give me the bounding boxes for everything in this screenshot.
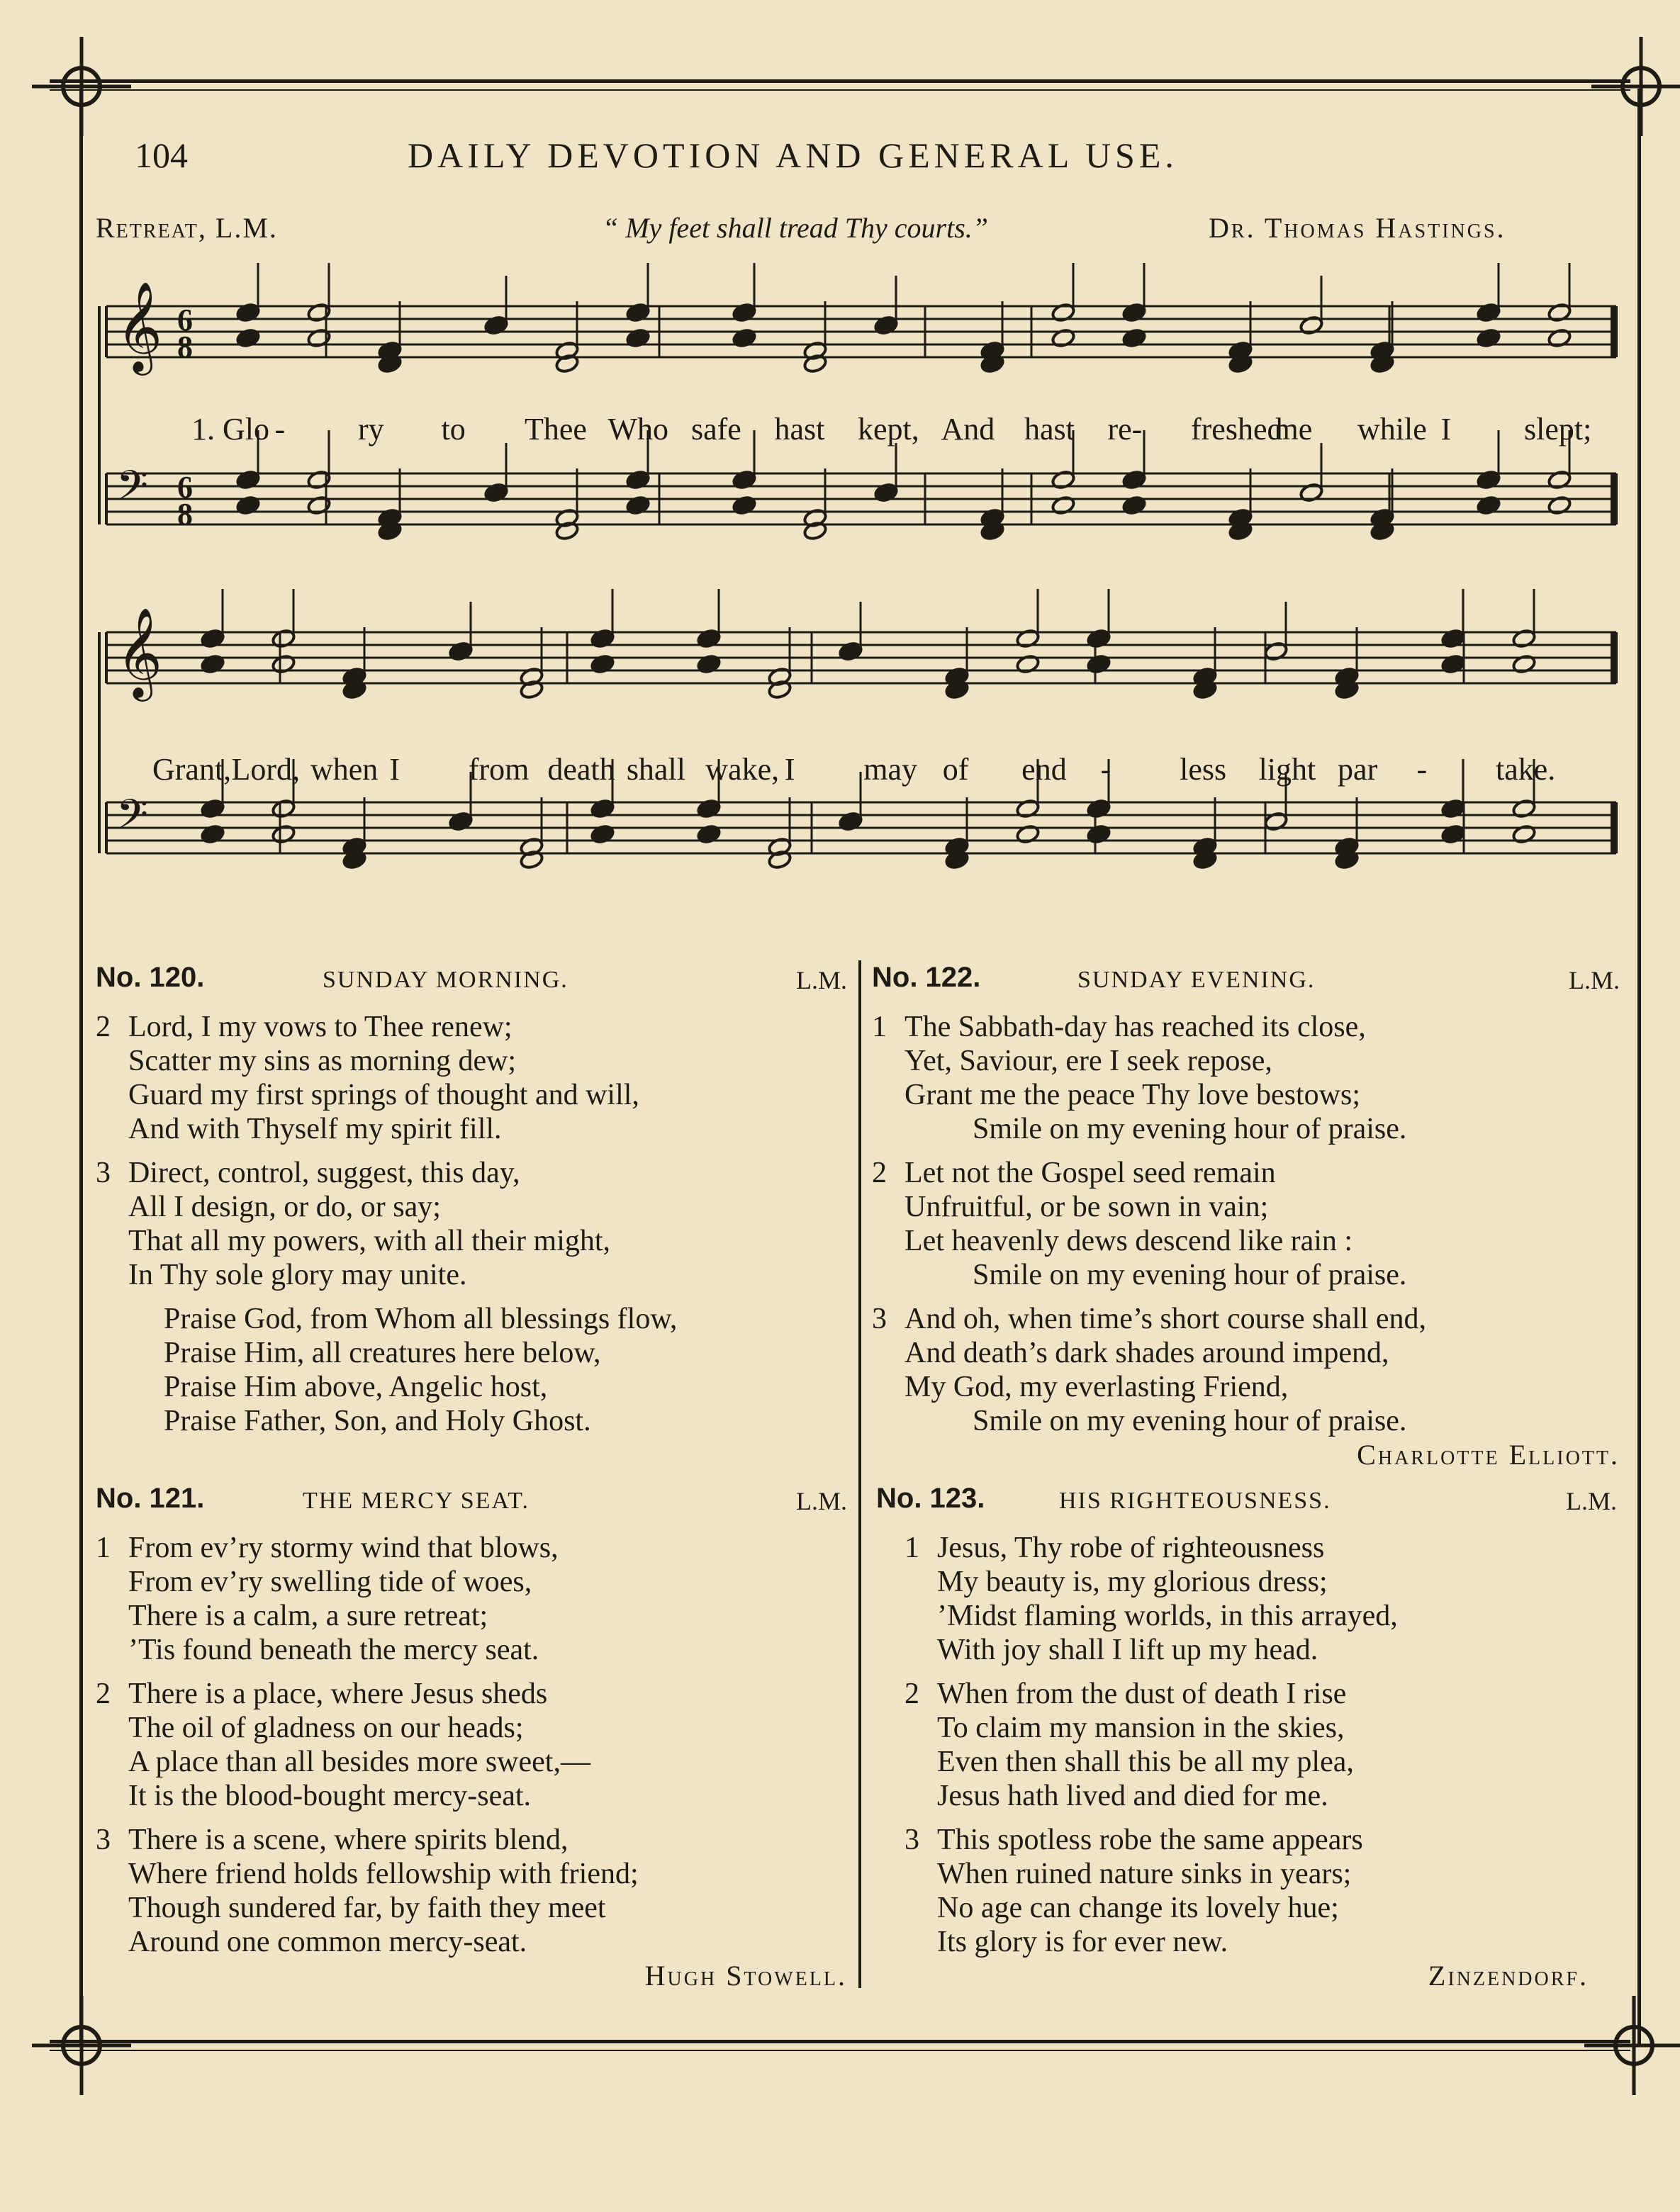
hymn-header: [96, 960, 847, 1000]
verse-line: This spotless robe the same appears: [937, 1824, 1363, 1856]
doxology-line: Praise Him above, Angelic host,: [164, 1371, 548, 1403]
tune-composer: Dr. Thomas Hastings.: [1209, 212, 1506, 244]
verse: [876, 1531, 1617, 1667]
verse-number: 3: [872, 1303, 887, 1335]
hymn-header: [872, 960, 1620, 1000]
verse-line: Jesus hath lived and died for me.: [937, 1780, 1328, 1812]
lyric-syllable: while: [1357, 412, 1427, 447]
lyric-syllable: me: [1274, 412, 1313, 447]
hymn-120: [96, 960, 847, 1438]
lyric-syllable: freshed: [1191, 412, 1283, 447]
lyric-syllable: -: [274, 412, 286, 447]
verse-line: Its glory is for ever new.: [937, 1926, 1228, 1958]
music-score: [0, 262, 1680, 936]
lyric-syllable: slept;: [1524, 412, 1592, 447]
lyric-syllable: from: [468, 752, 530, 787]
lyric-syllable: shall: [626, 752, 685, 787]
hymn-author: Charlotte Elliott.: [1357, 1439, 1620, 1471]
treble-clef-icon: 𝄞: [116, 281, 163, 371]
lyric-syllable: end: [1021, 752, 1067, 787]
verse-line: All I design, or do, or say;: [128, 1191, 441, 1223]
doxology-line: Praise God, from Whom all blessings flow,: [164, 1303, 678, 1335]
verse-line: Grant me the peace Thy love bestows;: [905, 1079, 1361, 1111]
column-divider: [858, 960, 861, 1988]
frame-top-rule-thin: [50, 89, 1630, 91]
refrain-line: Smile on my evening hour of praise.: [973, 1113, 1407, 1145]
verse-line: ’Midst flaming worlds, in this arrayed,: [937, 1600, 1398, 1632]
doxology-line: Praise Father, Son, and Holy Ghost.: [164, 1405, 591, 1437]
verse-line: To claim my mansion in the skies,: [937, 1712, 1345, 1744]
verse-line: When from the dust of death I rise: [937, 1678, 1347, 1710]
verse-number: 1: [905, 1532, 919, 1564]
hymn-meter: L.M.: [1566, 1487, 1617, 1515]
hymn-author: Hugh Stowell.: [644, 1960, 847, 1992]
verse-number: 2: [96, 1678, 111, 1710]
lyric-syllable: take.: [1496, 752, 1556, 787]
lyric-syllable: Lord,: [231, 752, 300, 787]
verse-line: Guard my first springs of thought and will,: [128, 1079, 639, 1111]
verse-line: Unfruitful, or be sown in vain;: [905, 1191, 1269, 1223]
verse-line: The Sabbath-day has reached its close,: [905, 1011, 1366, 1043]
verse-number: 2: [905, 1678, 919, 1710]
hymn-header: [876, 1481, 1617, 1521]
lyric-syllable: death: [547, 752, 615, 787]
lyric-syllable: 1. Glo: [191, 412, 269, 447]
verse-number: 1: [96, 1532, 111, 1564]
corner-ornament-icon: [1584, 1996, 1680, 2095]
verse-line: It is the blood-bought mercy-seat.: [128, 1780, 532, 1812]
tune-name: Retreat, L.M.: [96, 212, 278, 244]
lyric-syllable: And: [941, 412, 995, 447]
time-signature-bottom: 8: [177, 497, 193, 532]
verse: [872, 1302, 1620, 1438]
hymn-number: No. 123.: [876, 1483, 985, 1514]
doxology: [96, 1302, 847, 1438]
lyric-syllable: light: [1258, 752, 1316, 787]
lyric-syllable: par: [1338, 752, 1378, 787]
verse-line: From ev’ry stormy wind that blows,: [128, 1532, 559, 1564]
treble-clef-icon: 𝄞: [116, 607, 163, 697]
frame-bottom-rule-thin: [50, 2050, 1630, 2051]
verse: [96, 1823, 847, 1959]
verse-line: There is a calm, a sure retreat;: [128, 1600, 488, 1632]
lyric-syllable: of: [942, 752, 969, 787]
verse-number: 3: [96, 1824, 111, 1856]
refrain-line: Smile on my evening hour of praise.: [973, 1259, 1407, 1291]
verse: [872, 1010, 1620, 1146]
verse-number: 2: [96, 1011, 111, 1043]
bass-clef-icon: 𝄢: [116, 461, 149, 520]
hymn-title: HIS RIGHTEOUSNESS.: [1059, 1488, 1331, 1514]
verse: [96, 1531, 847, 1667]
verse-line: My beauty is, my glorious dress;: [937, 1566, 1328, 1598]
verse-number: 1: [872, 1011, 887, 1043]
verse-line: In Thy sole glory may unite.: [128, 1259, 467, 1291]
verse-line: Let heavenly dews descend like rain :: [905, 1225, 1353, 1257]
time-signature-bottom: 8: [177, 330, 193, 364]
verse-line: With joy shall I lift up my head.: [937, 1634, 1318, 1666]
verse-line: That all my powers, with all their might,: [128, 1225, 611, 1257]
hymn-number: No. 121.: [96, 1483, 205, 1514]
hymn-title: SUNDAY MORNING.: [323, 967, 569, 993]
verse-line: Where friend holds fellowship with friend;: [128, 1858, 639, 1890]
verse-line: A place than all besides more sweet,—: [128, 1746, 590, 1778]
hymn-title: SUNDAY EVENING.: [1077, 967, 1316, 993]
time-signature-top: 6: [177, 303, 193, 337]
hymn-meter: L.M.: [796, 1487, 847, 1515]
frame-bottom-rule: [50, 2040, 1630, 2043]
final-bar-line: [1611, 802, 1618, 853]
lyric-syllable: I: [1440, 412, 1452, 447]
verse-line: Scatter my sins as morning dew;: [128, 1045, 517, 1077]
frame-top-rule: [50, 79, 1630, 83]
verse-line: Let not the Gospel seed remain: [905, 1157, 1276, 1189]
verse-line: Lord, I my vows to Thee renew;: [128, 1011, 513, 1043]
lyric-syllable: Grant,: [152, 752, 232, 787]
verse-number: 3: [96, 1157, 111, 1189]
verse-line: Though sundered far, by faith they meet: [128, 1892, 606, 1924]
bass-clef-icon: 𝄢: [116, 790, 149, 848]
verse-line: And death’s dark shades around impend,: [905, 1337, 1389, 1369]
lyric-syllable: may: [863, 752, 917, 787]
tune-quote: “ My feet shall tread Thy courts.”: [603, 212, 989, 244]
lyric-syllable: re-: [1107, 412, 1143, 447]
lyric-syllable: Who: [607, 412, 669, 447]
refrain-line: Smile on my evening hour of praise.: [973, 1405, 1407, 1437]
lyric-syllable: safe: [691, 412, 741, 447]
hymn-122: [872, 960, 1620, 1472]
lyric-syllable: I: [784, 752, 795, 787]
hymn-meter: L.M.: [796, 966, 847, 994]
running-title: DAILY DEVOTION AND GENERAL USE.: [408, 135, 1178, 175]
verse-line: The oil of gladness on our heads;: [128, 1712, 524, 1744]
running-head: [0, 135, 1680, 184]
verse-line: There is a scene, where spirits blend,: [128, 1824, 569, 1856]
verse-line: When ruined nature sinks in years;: [937, 1858, 1352, 1890]
lyric-syllable: ry: [358, 412, 384, 447]
verse-line: Even then shall this be all my plea,: [937, 1746, 1354, 1778]
hymn-number: No. 120.: [96, 962, 205, 993]
verse-line: From ev’ry swelling tide of woes,: [128, 1566, 532, 1598]
lyric-syllable: kept,: [858, 412, 919, 447]
verse-line: My God, my everlasting Friend,: [905, 1371, 1289, 1403]
tune-heading: [0, 211, 1680, 254]
verse-line: Jesus, Thy robe of righteousness: [937, 1532, 1325, 1564]
lyric-syllable: -: [1100, 752, 1111, 787]
verse-line: Around one common mercy-seat.: [128, 1926, 527, 1958]
lyric-syllable: less: [1180, 752, 1227, 787]
hymn-title: THE MERCY SEAT.: [303, 1488, 530, 1514]
lyric-syllable: to: [441, 412, 466, 447]
verse-line: And oh, when time’s short course shall end,: [905, 1303, 1427, 1335]
verse-number: 3: [905, 1824, 919, 1856]
verse: [96, 1677, 847, 1813]
final-bar-line: [1611, 632, 1618, 683]
verse-number: 2: [872, 1157, 887, 1189]
lyric-syllable: I: [389, 752, 401, 787]
lyric-syllable: hast: [774, 412, 825, 447]
final-bar-line: [1611, 306, 1618, 357]
verse-line: No age can change its lovely hue;: [937, 1892, 1339, 1924]
hymn-123: [876, 1481, 1617, 1993]
time-signature-top: 6: [177, 470, 193, 505]
lyric-syllable: hast: [1024, 412, 1075, 447]
hymn-number: No. 122.: [872, 962, 981, 993]
lyric-syllable: Thee: [525, 412, 587, 447]
verse: [96, 1010, 847, 1146]
lyric-syllable: -: [1416, 752, 1428, 787]
verse-line: And with Thyself my spirit fill.: [128, 1113, 502, 1145]
hymn-meter: L.M.: [1569, 966, 1620, 994]
verse-line: ’Tis found beneath the mercy seat.: [128, 1634, 539, 1666]
lyric-syllable: when: [310, 752, 379, 787]
verse-line: Direct, control, suggest, this day,: [128, 1157, 520, 1189]
verse: [876, 1677, 1617, 1813]
verse: [96, 1156, 847, 1292]
final-bar-line: [1611, 473, 1618, 524]
lyric-syllable: wake,: [705, 752, 780, 787]
verse: [876, 1823, 1617, 1959]
corner-ornament-icon: [1591, 37, 1680, 136]
hymn-header: [96, 1481, 847, 1521]
hymn-author: Zinzendorf.: [1428, 1960, 1589, 1992]
verse: [872, 1156, 1620, 1292]
corner-ornament-icon: [32, 1996, 131, 2095]
verse-line: There is a place, where Jesus sheds: [128, 1678, 548, 1710]
verse-line: Yet, Saviour, ere I seek repose,: [905, 1045, 1272, 1077]
doxology-line: Praise Him, all creatures here below,: [164, 1337, 601, 1369]
corner-ornament-icon: [32, 37, 131, 136]
page-number: 104: [135, 135, 188, 175]
hymn-121: [96, 1481, 847, 1993]
